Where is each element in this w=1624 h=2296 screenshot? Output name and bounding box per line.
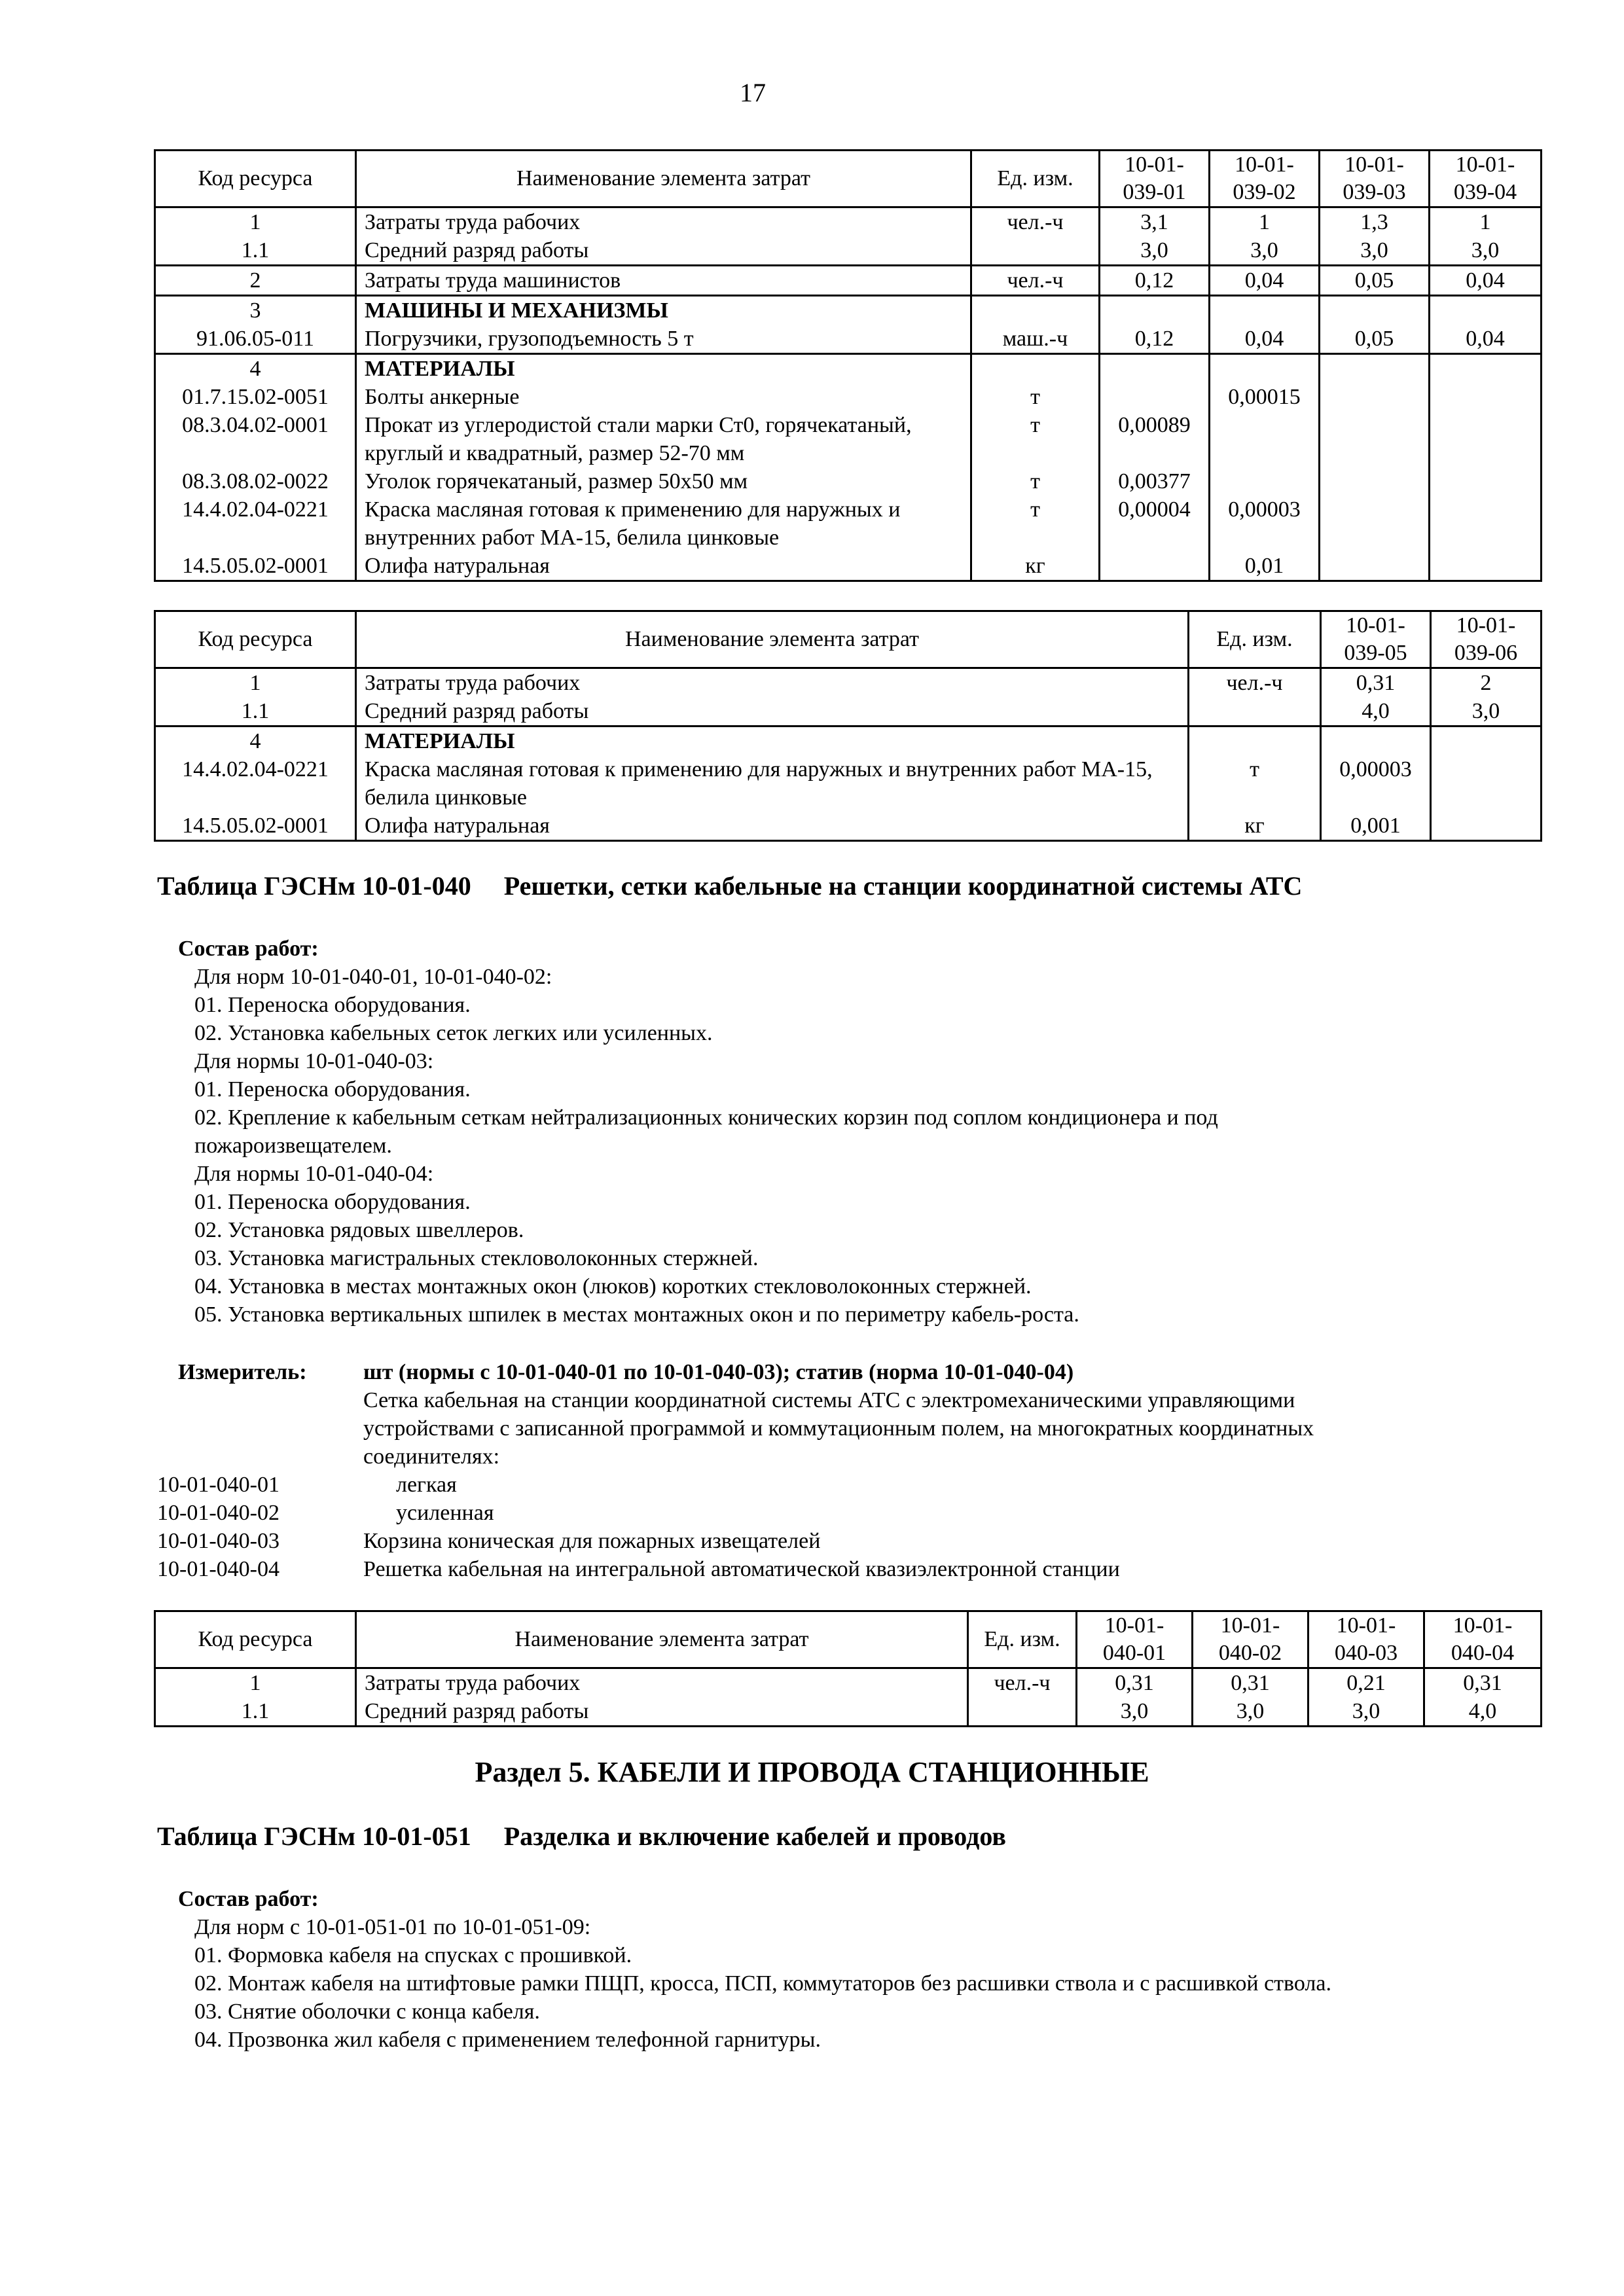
header-norm-line1: 10-01- (1125, 152, 1184, 177)
cell-value: 3,0 (1430, 236, 1542, 266)
cell-unit (1189, 697, 1321, 726)
cell-value: 0,21 (1308, 1668, 1424, 1698)
cell-code: 1.1 (155, 697, 356, 726)
cell-name: МАШИНЫ И МЕХАНИЗМЫ (356, 296, 971, 325)
header-norm-column (1077, 1611, 1193, 1668)
cell-value (1320, 552, 1430, 581)
works-line: 03. Установка магистральных стекловолоконных стержней. (194, 1246, 759, 1270)
table-row (155, 354, 1542, 384)
works-line: пожароизвещателем. (194, 1134, 392, 1158)
cell-code: 14.5.05.02-0001 (155, 552, 356, 581)
meter-item-name: усиленная (396, 1501, 494, 1525)
cell-name: Болты анкерные (356, 383, 971, 411)
header-norm-column (1193, 1611, 1308, 1668)
works-composition-040 (178, 935, 1218, 1329)
cell-value: 0,00003 (1321, 755, 1431, 812)
cell-value (1100, 354, 1210, 384)
cell-value (1100, 552, 1210, 581)
works-line: 02. Монтаж кабеля на штифтовые рамки ПЩП, кросса, ПСП, коммутаторов без расшивки ствола и с расшивкой ствола. (194, 1971, 1331, 1996)
cell-unit (1189, 726, 1321, 756)
cell-unit: кг (1189, 812, 1321, 841)
cell-value (1431, 755, 1542, 812)
table-row (155, 755, 1542, 812)
cell-value (1431, 726, 1542, 756)
resource-table-039-05-06 (154, 610, 1542, 842)
cell-code: 1 (155, 207, 356, 237)
cell-code: 91.06.05-011 (155, 325, 356, 354)
page-number: 17 (740, 78, 766, 107)
cell-value: 0,00015 (1210, 383, 1320, 411)
table-heading-040 (157, 870, 1302, 901)
cell-value: 1 (1430, 207, 1542, 237)
cell-value (1430, 552, 1542, 581)
cell-name: Прокат из углеродистой стали марки Ст0, горячекатаный, круглый и квадратный, размер 52-70 мм (356, 411, 971, 467)
header-row (155, 151, 1542, 207)
cell-unit: чел.-ч (968, 1668, 1077, 1698)
table-row (155, 296, 1542, 325)
header-norm-column (1430, 151, 1542, 207)
header-norm-line1: 10-01- (1344, 152, 1404, 177)
cell-code: 14.5.05.02-0001 (155, 812, 356, 841)
cell-value: 0,04 (1210, 325, 1320, 354)
cell-value (1210, 354, 1320, 384)
meter-item-code: 10-01-040-03 (157, 1529, 280, 1553)
cell-value (1430, 383, 1542, 411)
cell-value (1320, 296, 1430, 325)
cell-name: Затраты труда рабочих (356, 668, 1189, 698)
cell-unit: т (971, 383, 1100, 411)
header-norm-column (1424, 1611, 1542, 1668)
cell-value: 3,0 (1193, 1697, 1308, 1727)
table-row (155, 383, 1542, 411)
header-code: Код ресурса (155, 1611, 356, 1668)
header-norm-line1: 10-01- (1346, 613, 1405, 637)
cell-value (1430, 467, 1542, 495)
cell-value: 3,0 (1308, 1697, 1424, 1727)
cell-value: 0,05 (1320, 325, 1430, 354)
works-line: 01. Переноска оборудования. (194, 1077, 471, 1102)
cell-value (1430, 495, 1542, 552)
cell-unit (971, 296, 1100, 325)
cell-code: 1 (155, 1668, 356, 1698)
cell-value (1430, 354, 1542, 384)
works-line: 04. Прозвонка жил кабеля с применением телефонной гарнитуры. (194, 2028, 821, 2052)
cell-name: Средний разряд работы (356, 697, 1189, 726)
cell-value: 0,00089 (1100, 411, 1210, 467)
cell-code: 1.1 (155, 236, 356, 266)
header-norm-column (1321, 611, 1431, 668)
works-line: Для норм с 10-01-051-01 по 10-01-051-09: (194, 1915, 591, 1939)
table-row (155, 812, 1542, 841)
header-norm-line2: 039-03 (1343, 180, 1406, 204)
cell-value: 0,31 (1077, 1668, 1193, 1698)
cell-value: 0,05 (1320, 266, 1430, 296)
table-row (155, 411, 1542, 467)
cell-name: Затраты труда машинистов (356, 266, 971, 296)
meter-description-line: соединителях: (363, 1444, 500, 1469)
works-composition-051 (178, 1885, 1331, 2054)
works-line: Для нормы 10-01-040-04: (194, 1162, 434, 1186)
cell-value (1431, 812, 1542, 841)
cell-unit (971, 354, 1100, 384)
meter-item-code: 10-01-040-01 (157, 1473, 280, 1497)
cell-code: 08.3.08.02-0022 (155, 467, 356, 495)
cell-value: 0,12 (1100, 266, 1210, 296)
table-row (155, 325, 1542, 354)
works-label: Состав работ: (178, 937, 319, 961)
cell-value: 3,0 (1100, 236, 1210, 266)
meter-description-line: устройствами с записанной программой и коммутационным полем, на многократных координатных (363, 1416, 1314, 1441)
cell-code: 1.1 (155, 1697, 356, 1727)
table-row (155, 726, 1542, 756)
header-row (155, 1611, 1542, 1668)
cell-value (1321, 726, 1431, 756)
cell-value (1100, 296, 1210, 325)
cell-value (1210, 467, 1320, 495)
table-row (155, 668, 1542, 698)
cell-name: Средний разряд работы (356, 236, 971, 266)
header-norm-line1: 10-01- (1220, 1613, 1280, 1638)
cell-value: 0,04 (1430, 325, 1542, 354)
cell-value: 0,001 (1321, 812, 1431, 841)
works-label: Состав работ: (178, 1887, 319, 1911)
table-row (155, 495, 1542, 552)
cell-name: Затраты труда рабочих (356, 207, 971, 237)
works-line: 02. Крепление к кабельным сеткам нейтрализационных конических корзин под соплом кондиционера и под (194, 1105, 1218, 1130)
cell-value: 0,04 (1430, 266, 1542, 296)
header-unit: Ед. изм. (968, 1611, 1077, 1668)
header-unit: Ед. изм. (1189, 611, 1321, 668)
works-line: 05. Установка вертикальных шпилек в местах монтажных окон и по периметру кабель-роста. (194, 1302, 1079, 1327)
cell-unit: маш.-ч (971, 325, 1100, 354)
header-norm-column (1210, 151, 1320, 207)
cell-code: 14.4.02.04-0221 (155, 495, 356, 552)
resource-table-040 (154, 1610, 1542, 1727)
cell-unit: чел.-ч (1189, 668, 1321, 698)
cell-code: 2 (155, 266, 356, 296)
cell-name: Средний разряд работы (356, 1697, 968, 1727)
cell-unit: т (1189, 755, 1321, 812)
header-norm-line2: 040-04 (1451, 1641, 1515, 1665)
table-row (155, 552, 1542, 581)
cell-value: 0,31 (1193, 1668, 1308, 1698)
cell-value (1320, 354, 1430, 384)
cell-unit: чел.-ч (971, 266, 1100, 296)
table-heading-title: Разделка и включение кабелей и проводов (503, 1821, 1006, 1851)
header-norm-line1: 10-01- (1336, 1613, 1396, 1638)
header-norm-line2: 039-05 (1344, 641, 1407, 665)
table-row (155, 236, 1542, 266)
table-heading-code: Таблица ГЭСНм 10-01-040 (157, 871, 471, 901)
header-code: Код ресурса (155, 151, 356, 207)
header-name: Наименование элемента затрат (356, 151, 971, 207)
cell-value: 1 (1210, 207, 1320, 237)
cell-code: 08.3.04.02-0001 (155, 411, 356, 467)
cell-name: Затраты труда рабочих (356, 1668, 968, 1698)
cell-code: 4 (155, 354, 356, 384)
works-line: 01. Формовка кабеля на спусках с прошивкой. (194, 1943, 632, 1967)
meter-unit: шт (нормы с 10-01-040-01 по 10-01-040-03); статив (норма 10-01-040-04) (363, 1360, 1074, 1384)
meter-item-name: легкая (396, 1473, 457, 1497)
cell-unit: т (971, 467, 1100, 495)
header-norm-line2: 040-02 (1218, 1641, 1282, 1665)
cell-value: 0,00004 (1100, 495, 1210, 552)
header-norm-column (1320, 151, 1430, 207)
works-line: 01. Переноска оборудования. (194, 1190, 471, 1214)
cell-code: 1 (155, 668, 356, 698)
cell-value (1210, 411, 1320, 467)
header-name: Наименование элемента затрат (356, 611, 1189, 668)
header-norm-line1: 10-01- (1455, 152, 1515, 177)
header-norm-line2: 039-02 (1233, 180, 1296, 204)
header-name: Наименование элемента затрат (356, 1611, 968, 1668)
works-line: Для нормы 10-01-040-03: (194, 1049, 434, 1073)
cell-value: 0,00377 (1100, 467, 1210, 495)
header-norm-line1: 10-01- (1456, 613, 1516, 637)
works-line: 02. Установка рядовых швеллеров. (194, 1218, 524, 1242)
cell-code: 14.4.02.04-0221 (155, 755, 356, 812)
header-code: Код ресурса (155, 611, 356, 668)
cell-value: 0,04 (1210, 266, 1320, 296)
header-norm-line2: 039-01 (1123, 180, 1186, 204)
works-line: 03. Снятие оболочки с конца кабеля. (194, 2000, 540, 2024)
cell-value (1320, 411, 1430, 467)
works-line: 04. Установка в местах монтажных окон (люков) коротких стекловолоконных стержней. (194, 1274, 1032, 1299)
cell-value: 3,1 (1100, 207, 1210, 237)
header-unit: Ед. изм. (971, 151, 1100, 207)
meter-item-code: 10-01-040-04 (157, 1557, 280, 1581)
section-title: Раздел 5. КАБЕЛИ И ПРОВОДА СТАНЦИОННЫЕ (475, 1756, 1149, 1788)
works-line: 02. Установка кабельных сеток легких или усиленных. (194, 1021, 713, 1045)
table-heading-code: Таблица ГЭСНм 10-01-051 (157, 1821, 471, 1851)
cell-name: Краска масляная готовая к применению для наружных и внутренних работ МА-15, белила цинковые (356, 755, 1189, 812)
cell-unit (971, 236, 1100, 266)
cell-value: 3,0 (1210, 236, 1320, 266)
table-row (155, 697, 1542, 726)
cell-value: 0,31 (1424, 1668, 1542, 1698)
table-row (155, 467, 1542, 495)
header-norm-line2: 040-01 (1102, 1641, 1166, 1665)
header-norm-line2: 039-04 (1453, 180, 1517, 204)
cell-name: МАТЕРИАЛЫ (356, 726, 1189, 756)
resource-table-039-01-04 (154, 149, 1542, 582)
cell-value: 3,0 (1077, 1697, 1193, 1727)
cell-name: МАТЕРИАЛЫ (356, 354, 971, 384)
cell-value (1210, 296, 1320, 325)
header-norm-line1: 10-01- (1104, 1613, 1164, 1638)
cell-value (1320, 467, 1430, 495)
cell-value: 0,01 (1210, 552, 1320, 581)
meter-item-code: 10-01-040-02 (157, 1501, 280, 1525)
cell-value (1430, 411, 1542, 467)
meter-item-name: Решетка кабельная на интегральной автоматической квазиэлектронной станции (363, 1557, 1120, 1581)
cell-value: 3,0 (1431, 697, 1542, 726)
header-norm-column (1100, 151, 1210, 207)
table-row (155, 1668, 1542, 1698)
cell-name: Погрузчики, грузоподъемность 5 т (356, 325, 971, 354)
cell-value: 4,0 (1424, 1697, 1542, 1727)
cell-name: Уголок горячекатаный, размер 50x50 мм (356, 467, 971, 495)
cell-value: 2 (1431, 668, 1542, 698)
table-row (155, 1697, 1542, 1727)
cell-value (1430, 296, 1542, 325)
cell-code: 3 (155, 296, 356, 325)
cell-unit: кг (971, 552, 1100, 581)
cell-unit: т (971, 495, 1100, 552)
cell-value: 0,31 (1321, 668, 1431, 698)
header-norm-column (1308, 1611, 1424, 1668)
cell-name: Краска масляная готовая к применению для наружных и внутренних работ МА-15, белила цинковые (356, 495, 971, 552)
cell-value: 1,3 (1320, 207, 1430, 237)
cell-code: 4 (155, 726, 356, 756)
cell-unit: т (971, 411, 1100, 467)
header-norm-line2: 040-03 (1334, 1641, 1398, 1665)
cell-unit (968, 1697, 1077, 1727)
table-heading-title: Решетки, сетки кабельные на станции координатной системы АТС (503, 871, 1303, 901)
cell-name: Олифа натуральная (356, 812, 1189, 841)
cell-value (1100, 383, 1210, 411)
cell-value (1320, 495, 1430, 552)
cell-code: 01.7.15.02-0051 (155, 383, 356, 411)
header-norm-line1: 10-01- (1453, 1613, 1513, 1638)
cell-value: 3,0 (1320, 236, 1430, 266)
cell-value (1320, 383, 1430, 411)
cell-name: Олифа натуральная (356, 552, 971, 581)
meter-item-name: Корзина коническая для пожарных извещателей (363, 1529, 821, 1553)
cell-value: 0,00003 (1210, 495, 1320, 552)
cell-unit: чел.-ч (971, 207, 1100, 237)
table-row (155, 266, 1542, 296)
header-norm-line2: 039-06 (1454, 641, 1518, 665)
header-norm-line1: 10-01- (1235, 152, 1294, 177)
cell-value: 4,0 (1321, 697, 1431, 726)
works-line: Для норм 10-01-040-01, 10-01-040-02: (194, 965, 552, 989)
header-norm-column (1431, 611, 1542, 668)
table-row (155, 207, 1542, 237)
works-line: 01. Переноска оборудования. (194, 993, 471, 1017)
meter-label: Измеритель: (178, 1360, 307, 1384)
meter-description-line: Сетка кабельная на станции координатной системы АТС с электромеханическими управляющими (363, 1388, 1295, 1412)
cell-value: 0,12 (1100, 325, 1210, 354)
table-heading-051 (157, 1821, 1006, 1852)
header-row (155, 611, 1542, 668)
